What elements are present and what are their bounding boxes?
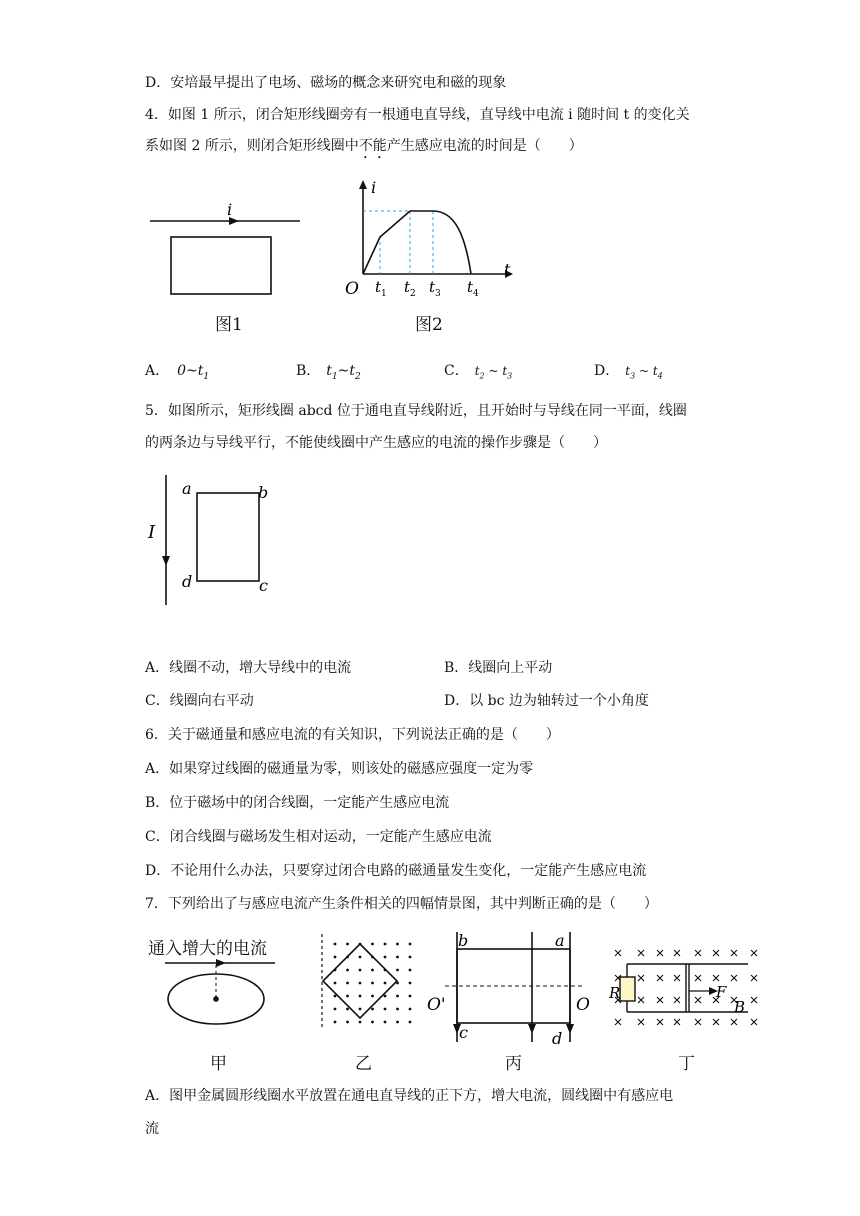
field-cross (751, 997, 757, 1003)
fig-caption-jia: 甲 (210, 1054, 227, 1074)
field-dot (359, 956, 362, 959)
fig1-current-label: i (227, 200, 233, 219)
field-cross (657, 950, 663, 956)
figure-yi-dotted-field-loop (315, 932, 415, 1032)
emphasis-text: 不能 (358, 138, 387, 154)
q6-option-a: A．如果穿过线圈的磁通量为零，则该处的磁感应强度一定为零 (145, 761, 534, 777)
fig-ding-f: F (716, 983, 727, 1001)
field-dot (334, 995, 337, 998)
field-dot (396, 995, 399, 998)
field-dot (371, 995, 374, 998)
field-cross (657, 997, 663, 1003)
q4-option-a: A． $0\sim t_1$ (145, 363, 210, 382)
field-cross (638, 997, 644, 1003)
figure-bing-wires-and-loop (425, 928, 605, 1048)
figure-2-caption: 图2 (415, 315, 443, 335)
fig2-origin: O (345, 279, 359, 299)
field-dot (334, 969, 337, 972)
fig2-tick-t2: $t_2$ (404, 278, 416, 299)
fig-ding-b: B (734, 998, 746, 1016)
field-dot (359, 995, 362, 998)
fig2-tick-t4: $t_4$ (467, 278, 479, 299)
field-dot (359, 1021, 362, 1024)
field-dot (396, 956, 399, 959)
fig-bing-a: a (555, 931, 565, 950)
field-cross (674, 975, 680, 981)
field-dot (334, 1021, 337, 1024)
field-cross (657, 975, 663, 981)
fig5-corner-d: d (182, 572, 193, 591)
field-cross (713, 950, 719, 956)
q5-option-d: D．以 bc 边为轴转过一个小角度 (444, 693, 649, 709)
field-dot (409, 995, 412, 998)
field-dot (371, 982, 374, 985)
field-dot (409, 1021, 412, 1024)
fig-bing-o-prime: O' (427, 995, 446, 1015)
field-cross (751, 1019, 757, 1025)
fig2-tick-t1: $t_1$ (375, 278, 387, 299)
field-cross (638, 1019, 644, 1025)
field-dot (384, 969, 387, 972)
field-cross (751, 950, 757, 956)
field-dot (359, 943, 362, 946)
q5-stem-line1: 5．如图所示，矩形线圈 abcd 位于通电直导线附近，且开始时与导线在同一平面，线圈 (145, 403, 687, 419)
field-dot (409, 956, 412, 959)
field-dot (346, 1021, 349, 1024)
field-cross (615, 950, 621, 956)
figure-jia-wire-and-ring (160, 958, 280, 1033)
field-dot (359, 1008, 362, 1011)
fig-caption-yi: 乙 (355, 1054, 372, 1074)
q6-option-c: C．闭合线圈与磁场发生相对运动，一定能产生感应电流 (145, 829, 492, 845)
field-dot (346, 995, 349, 998)
field-dot (384, 956, 387, 959)
field-cross (751, 975, 757, 981)
field-dot (334, 982, 337, 985)
field-cross (674, 1019, 680, 1025)
fig2-y-label: i (371, 178, 377, 197)
fig-bing-o: O (576, 995, 590, 1015)
fig-caption-ding: 丁 (678, 1054, 695, 1074)
field-dot (371, 1008, 374, 1011)
field-cross (657, 1019, 663, 1025)
field-dot (384, 995, 387, 998)
field-dot (409, 943, 412, 946)
q4-option-b: B． $t_1\sim t_2$ (296, 363, 361, 382)
field-cross (731, 950, 737, 956)
field-dot (384, 1021, 387, 1024)
fig2-x-label: t (504, 260, 511, 279)
q7-option-a-line1: A．图甲金属圆形线圈水平放置在通电直导线的正下方，增大电流，圆线圈中有感应电 (145, 1088, 674, 1104)
field-dot (396, 1021, 399, 1024)
q6-stem: 6．关于磁通量和感应电流的有关知识，下列说法正确的是（ ） (145, 727, 560, 743)
field-cross (731, 1019, 737, 1025)
q6-option-d: D．不论用什么办法，只要穿过闭合电路的磁通量发生变化，一定能产生感应电流 (145, 863, 647, 879)
field-cross (695, 1019, 701, 1025)
field-dot (409, 1008, 412, 1011)
field-dot (359, 969, 362, 972)
q4-option-c: C． $t_2$ ~ $t_3$ (444, 363, 513, 381)
q5-option-a: A．线圈不动，增大导线中的电流 (145, 660, 352, 676)
field-cross (713, 1019, 719, 1025)
q5-option-c: C．线圈向右平动 (145, 693, 254, 709)
fig-caption-bing: 丙 (505, 1054, 522, 1074)
fig5-corner-c: c (259, 576, 268, 595)
q7-stem: 7．下列给出了与感应电流产生条件相关的四幅情景图，其中判断正确的是（ ） (145, 896, 658, 912)
field-dot (384, 1008, 387, 1011)
field-dot (371, 969, 374, 972)
fig5-corner-b: b (258, 483, 269, 502)
field-dot (346, 956, 349, 959)
field-cross (615, 1019, 621, 1025)
field-dot (371, 943, 374, 946)
field-cross (638, 950, 644, 956)
field-dot (346, 1008, 349, 1011)
field-dot (396, 969, 399, 972)
q3-option-d: D．安培最早提出了电场、磁场的概念来研究电和磁的现象 (145, 75, 507, 91)
q5-stem-line2: 的两条边与导线平行，不能使线圈中产生感应的电流的操作步骤是（ ） (145, 435, 607, 451)
fig-bing-c: c (459, 1023, 468, 1042)
field-dot (346, 969, 349, 972)
field-cross (695, 997, 701, 1003)
field-cross (674, 950, 680, 956)
q4-option-d: D． $t_3$ ~ $t_4$ (594, 363, 663, 381)
figure-1-caption: 图1 (215, 315, 243, 335)
field-cross (713, 975, 719, 981)
field-dot (371, 956, 374, 959)
fig-ding-r: R (609, 984, 621, 1002)
field-dot (384, 982, 387, 985)
field-cross (695, 975, 701, 981)
fig-jia-label-text: 通入增大的电流 (148, 939, 267, 959)
field-dot (346, 943, 349, 946)
field-cross (674, 997, 680, 1003)
fig5-corner-a: a (182, 479, 192, 498)
fig-bing-d: d (552, 1029, 563, 1048)
figure-ding-rail-circuit (608, 950, 768, 1030)
field-dot (396, 982, 399, 985)
q5-option-b: B．线圈向上平动 (444, 660, 553, 676)
fig5-current-label: I (148, 522, 156, 543)
fig2-tick-t3: $t_3$ (429, 278, 441, 299)
q4-stem-line2: 系如图 2 所示，则闭合矩形线圈中不能产生感应电流的时间是（ ） (145, 138, 583, 154)
q7-option-a-line2: 流 (145, 1121, 159, 1137)
q6-option-b: B．位于磁场中的闭合线圈，一定能产生感应电流 (145, 795, 450, 811)
field-dot (396, 1008, 399, 1011)
field-dot (409, 969, 412, 972)
field-dot (334, 943, 337, 946)
field-dot (359, 982, 362, 985)
field-dot (334, 1008, 337, 1011)
field-dot (346, 982, 349, 985)
field-dot (409, 982, 412, 985)
field-cross (638, 975, 644, 981)
field-dot (371, 1021, 374, 1024)
field-cross (695, 950, 701, 956)
field-dot (334, 956, 337, 959)
field-cross (731, 975, 737, 981)
fig-bing-b: b (458, 931, 469, 950)
figure-5-wire-and-loop (140, 470, 280, 610)
field-dot (384, 943, 387, 946)
figure-2-current-time-graph (335, 175, 525, 305)
field-dot (396, 943, 399, 946)
q4-stem-line1: 4．如图 1 所示，闭合矩形线圈旁有一根通电直导线，直导线中电流 i 随时间 t 的变化关 (145, 107, 690, 123)
figure-1-wire-and-loop (145, 195, 315, 305)
